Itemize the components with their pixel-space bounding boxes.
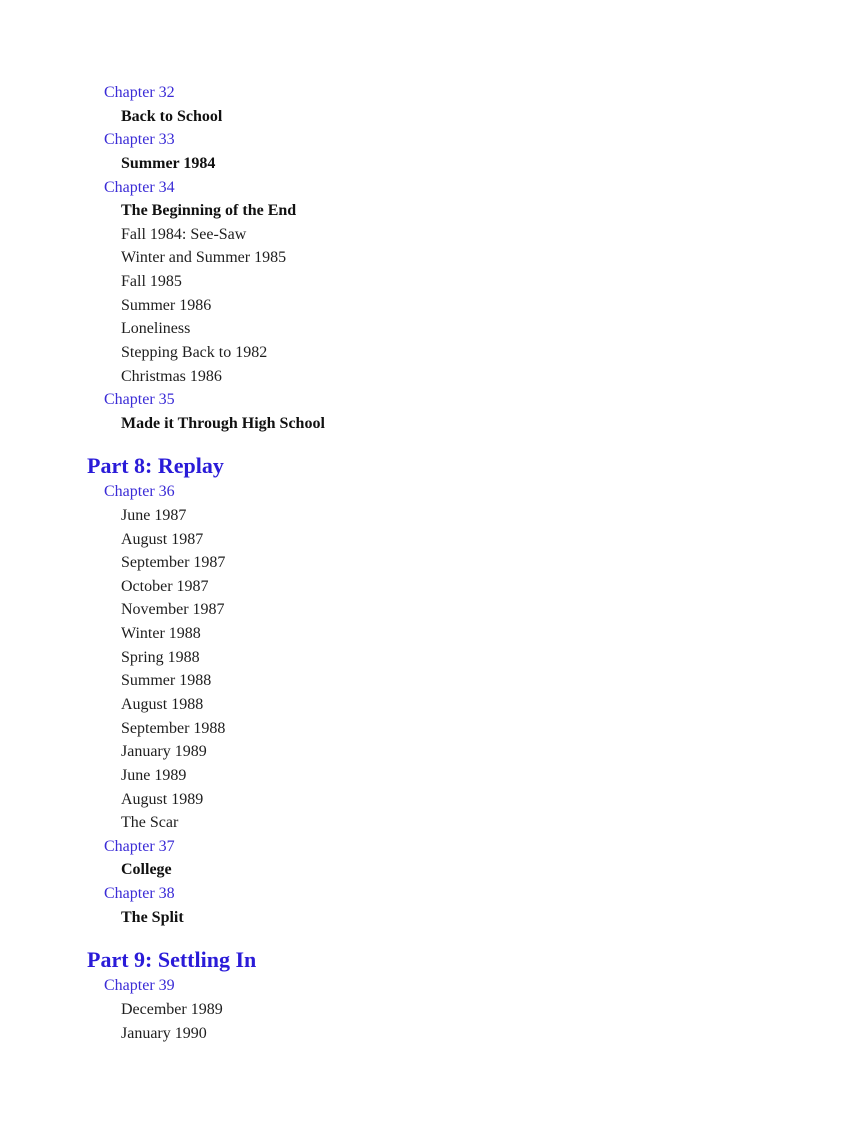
toc-chapter-title: Made it Through High School	[121, 415, 325, 432]
toc-section-item: Christmas 1986	[121, 368, 222, 385]
toc-section-item: The Scar	[121, 814, 179, 831]
toc-chapter-title: College	[121, 861, 172, 878]
toc-section-item: September 1988	[121, 720, 226, 737]
toc-section-item: Fall 1985	[121, 273, 182, 290]
toc-chapter-link[interactable]: Chapter 39	[104, 977, 175, 994]
toc-section-item: Spring 1988	[121, 649, 200, 666]
toc-chapter-link[interactable]: Chapter 36	[104, 483, 175, 500]
toc-chapter-link[interactable]: Chapter 33	[104, 131, 175, 148]
toc-section-item: November 1987	[121, 601, 225, 618]
toc-chapter-title: The Beginning of the End	[121, 202, 297, 219]
toc-chapter-title: Summer 1984	[121, 155, 216, 172]
toc-section-item: December 1989	[121, 1001, 223, 1018]
toc-section-item: August 1987	[121, 531, 204, 548]
toc-chapter-title: The Split	[121, 909, 184, 926]
toc-part-heading[interactable]: Part 9: Settling In	[87, 947, 257, 972]
toc-section-item: January 1989	[121, 743, 207, 760]
toc-section-item: Loneliness	[121, 320, 191, 337]
toc-section-item: Stepping Back to 1982	[121, 344, 268, 361]
toc-section-item: June 1989	[121, 767, 187, 784]
toc-section-item: Fall 1984: See-Saw	[121, 226, 247, 243]
toc-chapter-link[interactable]: Chapter 34	[104, 179, 175, 196]
toc-chapter-link[interactable]: Chapter 38	[104, 885, 175, 902]
toc-section-item: August 1989	[121, 791, 204, 808]
toc-part-heading[interactable]: Part 8: Replay	[87, 453, 224, 478]
toc-chapter-title: Back to School	[121, 108, 223, 125]
toc-section-item: October 1987	[121, 578, 209, 595]
toc-chapter-link[interactable]: Chapter 32	[104, 84, 175, 101]
toc-section-item: Winter and Summer 1985	[121, 249, 287, 266]
toc-section-item: Summer 1986	[121, 297, 212, 314]
toc-section-item: June 1987	[121, 507, 187, 524]
toc-chapter-link[interactable]: Chapter 37	[104, 838, 175, 855]
toc-chapter-link[interactable]: Chapter 35	[104, 391, 175, 408]
toc-section-item: Summer 1988	[121, 672, 212, 689]
toc-section-item: August 1988	[121, 696, 204, 713]
toc-section-item: January 1990	[121, 1025, 207, 1042]
toc-section-item: September 1987	[121, 554, 226, 571]
toc-section-item: Winter 1988	[121, 625, 201, 642]
